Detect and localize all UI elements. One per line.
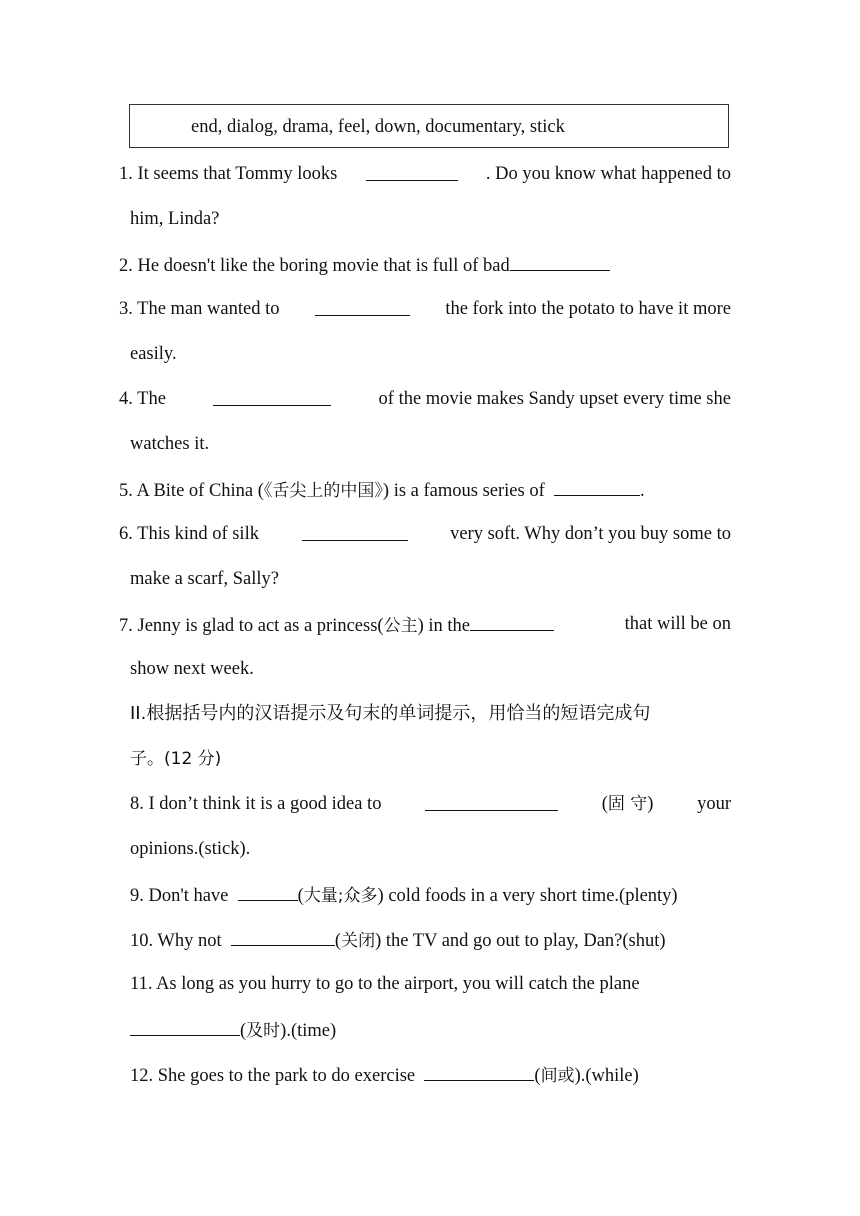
answer-blank[interactable] bbox=[238, 883, 298, 901]
answer-blank[interactable] bbox=[470, 613, 554, 631]
question-1-line1: 1. It seems that Tommy looks . Do you know what happened to bbox=[119, 164, 731, 184]
answer-blank[interactable] bbox=[366, 163, 458, 181]
answer-blank[interactable] bbox=[130, 1018, 240, 1036]
answer-blank[interactable] bbox=[315, 298, 410, 316]
question-2: 2. He doesn't like the boring movie that is full of bad bbox=[119, 253, 610, 277]
word-bank-box bbox=[129, 104, 729, 148]
question-7-line1: 7. Jenny is glad to act as a princess(公主) in the that will be on bbox=[119, 614, 731, 636]
question-6-line1: 6. This kind of silk very soft. Why don’t you buy some to bbox=[119, 524, 731, 544]
question-9: 9. Don't have (大量;众多) cold foods in a very short time.(plenty) bbox=[130, 883, 678, 907]
answer-blank[interactable] bbox=[231, 928, 335, 946]
answer-blank[interactable] bbox=[510, 253, 610, 271]
question-5: 5. A Bite of China (《舌尖上的中国》) is a famous series of . bbox=[119, 478, 645, 502]
question-1-line2: him, Linda? bbox=[130, 209, 220, 229]
question-8-line2: opinions.(stick). bbox=[130, 839, 251, 859]
answer-blank[interactable] bbox=[302, 523, 408, 541]
answer-blank[interactable] bbox=[213, 388, 331, 406]
question-11-line1: 11. As long as you hurry to go to the airport, you will catch the plane bbox=[130, 974, 640, 994]
question-4-line2: watches it. bbox=[130, 434, 210, 454]
question-10: 10. Why not (关闭) the TV and go out to play, Dan?(shut) bbox=[130, 928, 666, 952]
section-2-heading-line2: 子。(12 分) bbox=[130, 749, 222, 769]
question-12: 12. She goes to the park to do exercise (间或).(while) bbox=[130, 1063, 639, 1087]
question-6-line2: make a scarf, Sally? bbox=[130, 569, 279, 589]
section-2-heading: II.根据括号内的汉语提示及句末的单词提示，用恰当的短语完成句 bbox=[130, 703, 651, 724]
answer-blank[interactable] bbox=[425, 793, 558, 811]
question-3-line2: easily. bbox=[130, 344, 177, 364]
answer-blank[interactable] bbox=[554, 478, 640, 496]
word-bank: end, dialog, drama, feel, down, documentary, stick bbox=[191, 117, 565, 137]
question-4-line1: 4. The of the movie makes Sandy upset every time she bbox=[119, 389, 731, 409]
answer-blank[interactable] bbox=[424, 1063, 534, 1081]
question-8-line1: 8. I don’t think it is a good idea to (固 守) your bbox=[130, 794, 731, 814]
question-11-line2: (及时).(time) bbox=[130, 1018, 336, 1042]
question-7-line2: show next week. bbox=[130, 659, 254, 679]
question-3-line1: 3. The man wanted to the fork into the potato to have it more bbox=[119, 299, 731, 319]
